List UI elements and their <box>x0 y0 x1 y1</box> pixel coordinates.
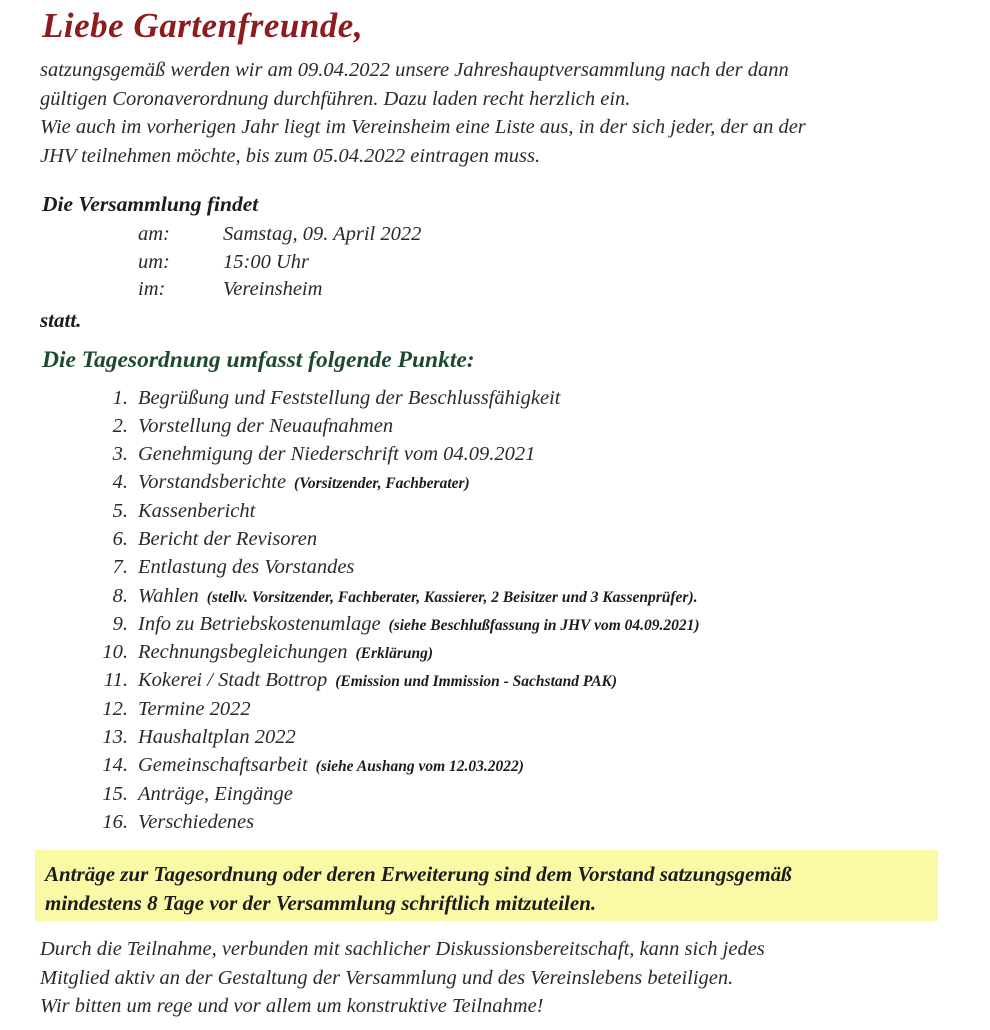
agenda-item <box>0 698 990 726</box>
agenda-item-text: Begrüßung und Feststellung der Beschlussfähigkeit <box>138 386 561 409</box>
agenda-item-text: Bericht der Revisoren <box>138 527 318 550</box>
detail-label-im: im: <box>138 278 166 300</box>
agenda-item-text: Entlastung des Vorstandes <box>138 556 355 579</box>
agenda-item-number: 9. <box>112 612 128 635</box>
agenda-item <box>0 415 990 443</box>
agenda-item-note: (siehe Beschlußfassung in JHV vom 04.09.2021) <box>388 616 700 634</box>
meeting-heading: Die Versammlung findet <box>42 192 259 216</box>
agenda-item <box>0 387 990 415</box>
closing-line: Mitglied aktiv an der Gestaltung der Versammlung und des Vereinslebens beteiligen. <box>40 966 734 989</box>
agenda-heading: Die Tagesordnung umfasst folgende Punkte: <box>42 346 475 373</box>
agenda-item-text: Vorstellung der Neuaufnahmen <box>138 414 394 437</box>
agenda-item-number: 4. <box>112 471 128 494</box>
agenda-item-number: 1. <box>112 386 128 409</box>
meeting-detail-row <box>138 221 990 249</box>
agenda-item <box>0 783 990 811</box>
agenda-item <box>0 556 990 584</box>
detail-value-place: Vereinsheim <box>223 278 323 300</box>
agenda-item-note: (Erklärung) <box>355 645 434 663</box>
agenda-item-text: Kassenbericht <box>138 499 256 522</box>
agenda-item-number: 10. <box>102 641 128 664</box>
agenda-item <box>0 811 990 839</box>
agenda-item-number: 15. <box>102 782 128 805</box>
agenda-item-number: 14. <box>102 754 128 777</box>
intro-paragraph <box>40 56 990 170</box>
detail-value-time: 15:00 Uhr <box>223 250 309 273</box>
page-title: Liebe Gartenfreunde, <box>42 6 364 45</box>
agenda-item-text: Wahlen <box>138 584 199 607</box>
agenda-item-text: Genehmigung der Niederschrift vom 04.09.2021 <box>138 443 536 466</box>
notice-line: Anträge zur Tagesordnung oder deren Erweiterung sind dem Vorstand satzungsgemäß <box>45 862 792 887</box>
agenda-item <box>0 613 990 641</box>
agenda-item-number: 12. <box>102 697 128 720</box>
detail-label-um: um: <box>138 250 170 273</box>
agenda-item-number: 11. <box>103 669 128 692</box>
agenda-item-note: (Emission und Immission - Sachstand PAK) <box>335 673 618 691</box>
agenda-item-number: 5. <box>112 499 128 522</box>
agenda-item-text: Kokerei / Stadt Bottrop <box>138 669 328 692</box>
agenda-item <box>0 585 990 613</box>
intro-line: gültigen Coronaverordnung durchführen. Dazu laden recht herzlich ein. <box>40 87 631 110</box>
agenda-item-number: 13. <box>102 726 128 749</box>
meeting-detail-row <box>138 276 990 304</box>
agenda-item-number: 2. <box>112 414 128 437</box>
agenda-item <box>0 443 990 471</box>
agenda-item <box>0 754 990 782</box>
agenda-item <box>0 471 990 499</box>
intro-line: satzungsgemäß werden wir am 09.04.2022 unsere Jahreshauptversammlung nach der dann <box>40 59 789 81</box>
meeting-details <box>138 221 990 304</box>
agenda-item-text: Anträge, Eingänge <box>138 782 293 805</box>
agenda-item-text: Vorstandsberichte <box>138 471 287 494</box>
detail-label-am: am: <box>138 223 170 245</box>
agenda-item-note: (stellv. Vorsitzender, Fachberater, Kassierer, 2 Beisitzer und 3 Kassenprüfer). <box>206 588 698 606</box>
detail-value-date: Samstag, 09. April 2022 <box>223 223 422 245</box>
agenda-item-number: 7. <box>112 556 128 579</box>
agenda-item-number: 6. <box>112 527 128 550</box>
agenda-item-text: Verschiedenes <box>138 810 255 833</box>
meeting-closing-word: statt. <box>40 307 82 332</box>
agenda-item-number: 8. <box>112 584 128 607</box>
agenda-item-note: (siehe Aushang vom 12.03.2022) <box>315 758 524 776</box>
agenda-item <box>0 500 990 528</box>
intro-line: JHV teilnehmen möchte, bis zum 05.04.2022 eintragen muss. <box>40 144 541 167</box>
closing-line: Wir bitten um rege und vor allem um konstruktive Teilnahme! <box>40 995 544 1018</box>
notice-line: mindestens 8 Tage vor der Versammlung schriftlich mitzuteilen. <box>45 890 597 915</box>
closing-paragraph <box>40 935 990 1021</box>
agenda-item <box>0 669 990 697</box>
document-page <box>0 6 990 1030</box>
agenda-item-text: Gemeinschaftsarbeit <box>138 754 308 777</box>
agenda-item-note: (Vorsitzender, Fachberater) <box>294 475 470 493</box>
meeting-detail-row <box>138 249 990 277</box>
notice-highlight-box <box>35 850 938 921</box>
agenda-item-number: 3. <box>112 443 128 466</box>
intro-line: Wie auch im vorherigen Jahr liegt im Vereinsheim eine Liste aus, in der sich jeder, der an der <box>40 116 806 138</box>
closing-line: Durch die Teilnahme, verbunden mit sachlicher Diskussionsbereitschaft, kann sich jedes <box>40 938 765 961</box>
agenda-item-text: Termine 2022 <box>138 697 251 720</box>
agenda-item <box>0 641 990 669</box>
agenda-item <box>0 726 990 754</box>
agenda-item <box>0 528 990 556</box>
agenda-item-text: Haushaltplan 2022 <box>138 726 296 749</box>
agenda-list <box>0 387 990 840</box>
agenda-item-number: 16. <box>102 810 128 833</box>
agenda-item-text: Info zu Betriebskostenumlage <box>138 612 381 635</box>
agenda-item-text: Rechnungsbegleichungen <box>138 641 348 664</box>
